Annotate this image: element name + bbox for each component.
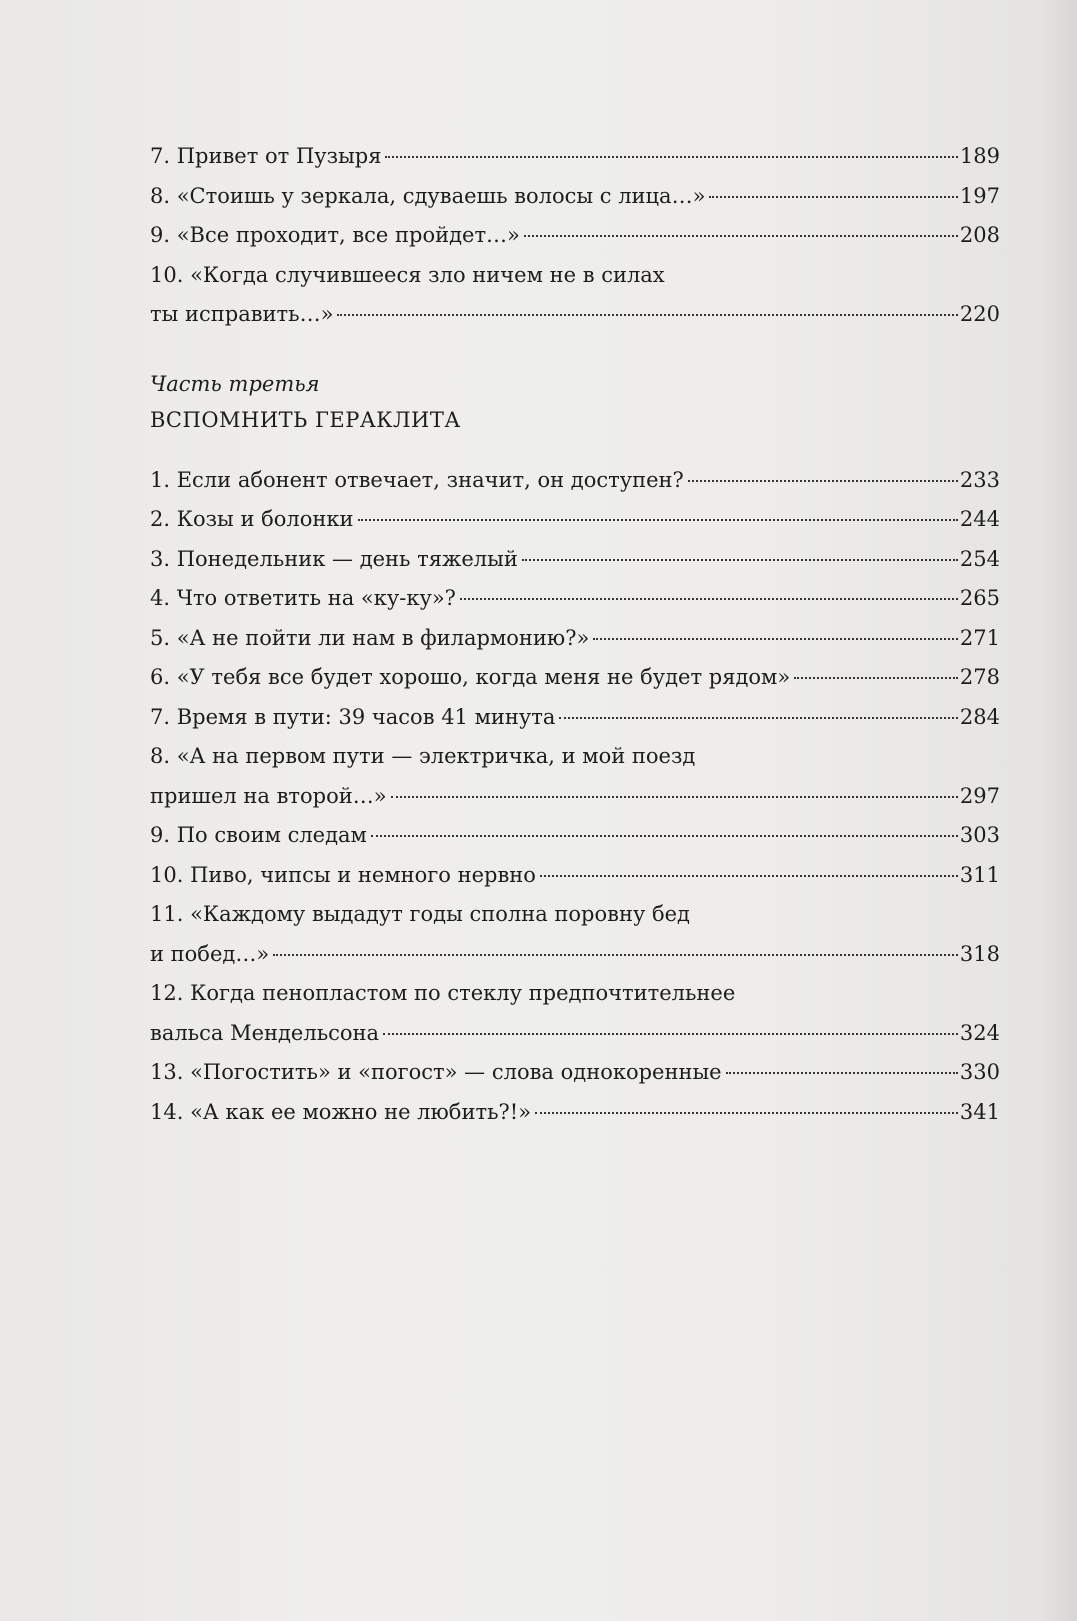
toc-page-number: 233: [959, 467, 1000, 492]
dot-leader: [383, 1033, 958, 1035]
part-title: ВСПОМНИТЬ ГЕРАКЛИТА: [150, 407, 461, 432]
toc-entry-row: [150, 144, 1000, 184]
toc-group-part-two-end: [150, 144, 1000, 342]
toc-entry-row: [150, 823, 1000, 863]
toc-entry-row: [150, 547, 1000, 587]
toc-entry[interactable]: [150, 1100, 1000, 1140]
dot-leader: [385, 156, 957, 158]
toc-page-number: 278: [959, 665, 1000, 689]
toc-entry-title-line: 8. «А на первом пути — электричка, и мой поезд: [150, 744, 696, 768]
dot-leader: [688, 480, 958, 482]
toc-entry[interactable]: [150, 468, 1000, 508]
toc-entry[interactable]: [150, 144, 1000, 184]
dot-leader: [794, 677, 958, 679]
toc-entry-title: 9. По своим следам: [150, 823, 367, 847]
toc-entry[interactable]: [150, 263, 1000, 342]
toc-entry-row: [150, 1100, 1000, 1140]
toc-page-number: 208: [959, 223, 1000, 247]
toc-entry-title: 8. «Стоишь у зеркала, сдуваешь волосы с лица…»: [150, 183, 706, 208]
toc-entry[interactable]: [150, 1060, 1000, 1100]
toc-entry-row: [150, 1021, 1000, 1061]
table-of-contents: [150, 144, 1000, 1139]
toc-entry-row: [150, 665, 1000, 705]
toc-entry-title: 5. «А не пойти ли нам в филармонию?»: [150, 625, 590, 650]
toc-entry-title: 7. Привет от Пузыря: [150, 144, 382, 168]
toc-entry-title: 13. «Погостить» и «погост» — слова однокоренные: [150, 1060, 722, 1084]
toc-entry-title-line: 10. «Когда случившееся зло ничем не в силах: [150, 262, 665, 287]
dot-leader: [709, 196, 957, 198]
dot-leader: [391, 796, 958, 798]
toc-entry-row: [150, 586, 1000, 626]
dot-leader: [593, 638, 958, 640]
toc-entry[interactable]: [150, 823, 1000, 863]
toc-entry[interactable]: [150, 507, 1000, 547]
toc-entry[interactable]: [150, 665, 1000, 705]
toc-entry-title: 1. Если абонент отвечает, значит, он доступен?: [150, 467, 684, 492]
toc-entry-title: вальса Мендельсона: [150, 1020, 380, 1045]
toc-page-number: 244: [959, 507, 1000, 531]
toc-entry-row: [150, 468, 1000, 508]
toc-entry-title: ты исправить…»: [150, 302, 334, 326]
dot-leader: [726, 1072, 958, 1074]
toc-entry-title: 14. «А как ее можно не любить?!»: [150, 1099, 532, 1124]
toc-entry[interactable]: [150, 223, 1000, 263]
toc-page-number: 330: [959, 1060, 1000, 1084]
dot-leader: [273, 954, 958, 956]
toc-entry[interactable]: [150, 902, 1000, 981]
toc-entry-row: [150, 942, 1000, 982]
toc-page-number: 189: [959, 144, 1000, 168]
toc-page-number: 318: [959, 941, 1000, 966]
toc-entry-title: 3. Понедельник — день тяжелый: [150, 546, 518, 571]
toc-page-number: 197: [959, 183, 1000, 208]
toc-page-number: 284: [959, 704, 1000, 729]
toc-entry[interactable]: [150, 863, 1000, 903]
toc-entry-title-line: 12. Когда пенопластом по стеклу предпочтительнее: [150, 981, 736, 1005]
toc-entry[interactable]: [150, 184, 1000, 224]
toc-entry-title: 7. Время в пути: 39 часов 41 минута: [150, 704, 556, 729]
toc-entry[interactable]: [150, 586, 1000, 626]
toc-entry-title: 2. Козы и болонки: [150, 507, 354, 531]
toc-entry-title: пришел на второй…»: [150, 783, 387, 808]
toc-entry-row: [150, 507, 1000, 547]
toc-page-number: 297: [959, 783, 1000, 808]
toc-entry-title: 4. Что ответить на «ку-ку»?: [150, 586, 456, 610]
page-edge-shadow: [1037, 0, 1077, 1621]
toc-entry-row: [150, 784, 1000, 824]
toc-entry-row: [150, 302, 1000, 342]
dot-leader: [559, 717, 957, 719]
toc-page-number: 265: [959, 586, 1000, 610]
dot-leader: [460, 598, 958, 600]
toc-page-number: 271: [959, 625, 1000, 650]
toc-page-number: 254: [959, 546, 1000, 571]
toc-page-number: 311: [959, 862, 1000, 887]
toc-entry-title: 10. Пиво, чипсы и немного нервно: [150, 862, 536, 887]
toc-entry[interactable]: [150, 744, 1000, 823]
toc-entry-title: и побед…»: [150, 941, 270, 966]
toc-entry-title-line: 11. «Каждому выдадут годы сполна поровну бед: [150, 902, 690, 926]
toc-entry[interactable]: [150, 705, 1000, 745]
toc-entry-row: [150, 705, 1000, 745]
toc-entry[interactable]: [150, 981, 1000, 1060]
toc-entry[interactable]: [150, 547, 1000, 587]
toc-page-number: 324: [959, 1020, 1000, 1045]
dot-leader: [337, 314, 957, 316]
dot-leader: [371, 835, 958, 837]
toc-page-number: 220: [959, 302, 1000, 326]
toc-entry-row: [150, 223, 1000, 263]
dot-leader: [524, 235, 958, 237]
toc-page-number: 341: [959, 1099, 1000, 1124]
toc-entry-row: [150, 626, 1000, 666]
toc-entry-title: 6. «У тебя все будет хорошо, когда меня не будет рядом»: [150, 665, 791, 689]
toc-entry-title: 9. «Все проходит, все пройдет…»: [150, 223, 520, 247]
toc-entry-row: [150, 184, 1000, 224]
dot-leader: [535, 1112, 958, 1114]
toc-group-part-three: [150, 468, 1000, 1140]
dot-leader: [522, 559, 958, 561]
toc-entry-row: [150, 1060, 1000, 1100]
toc-entry-row: [150, 863, 1000, 903]
dot-leader: [358, 519, 958, 521]
toc-page-number: 303: [959, 823, 1000, 847]
toc-entry[interactable]: [150, 626, 1000, 666]
part-label: Часть третья: [150, 371, 320, 396]
dot-leader: [540, 875, 958, 877]
